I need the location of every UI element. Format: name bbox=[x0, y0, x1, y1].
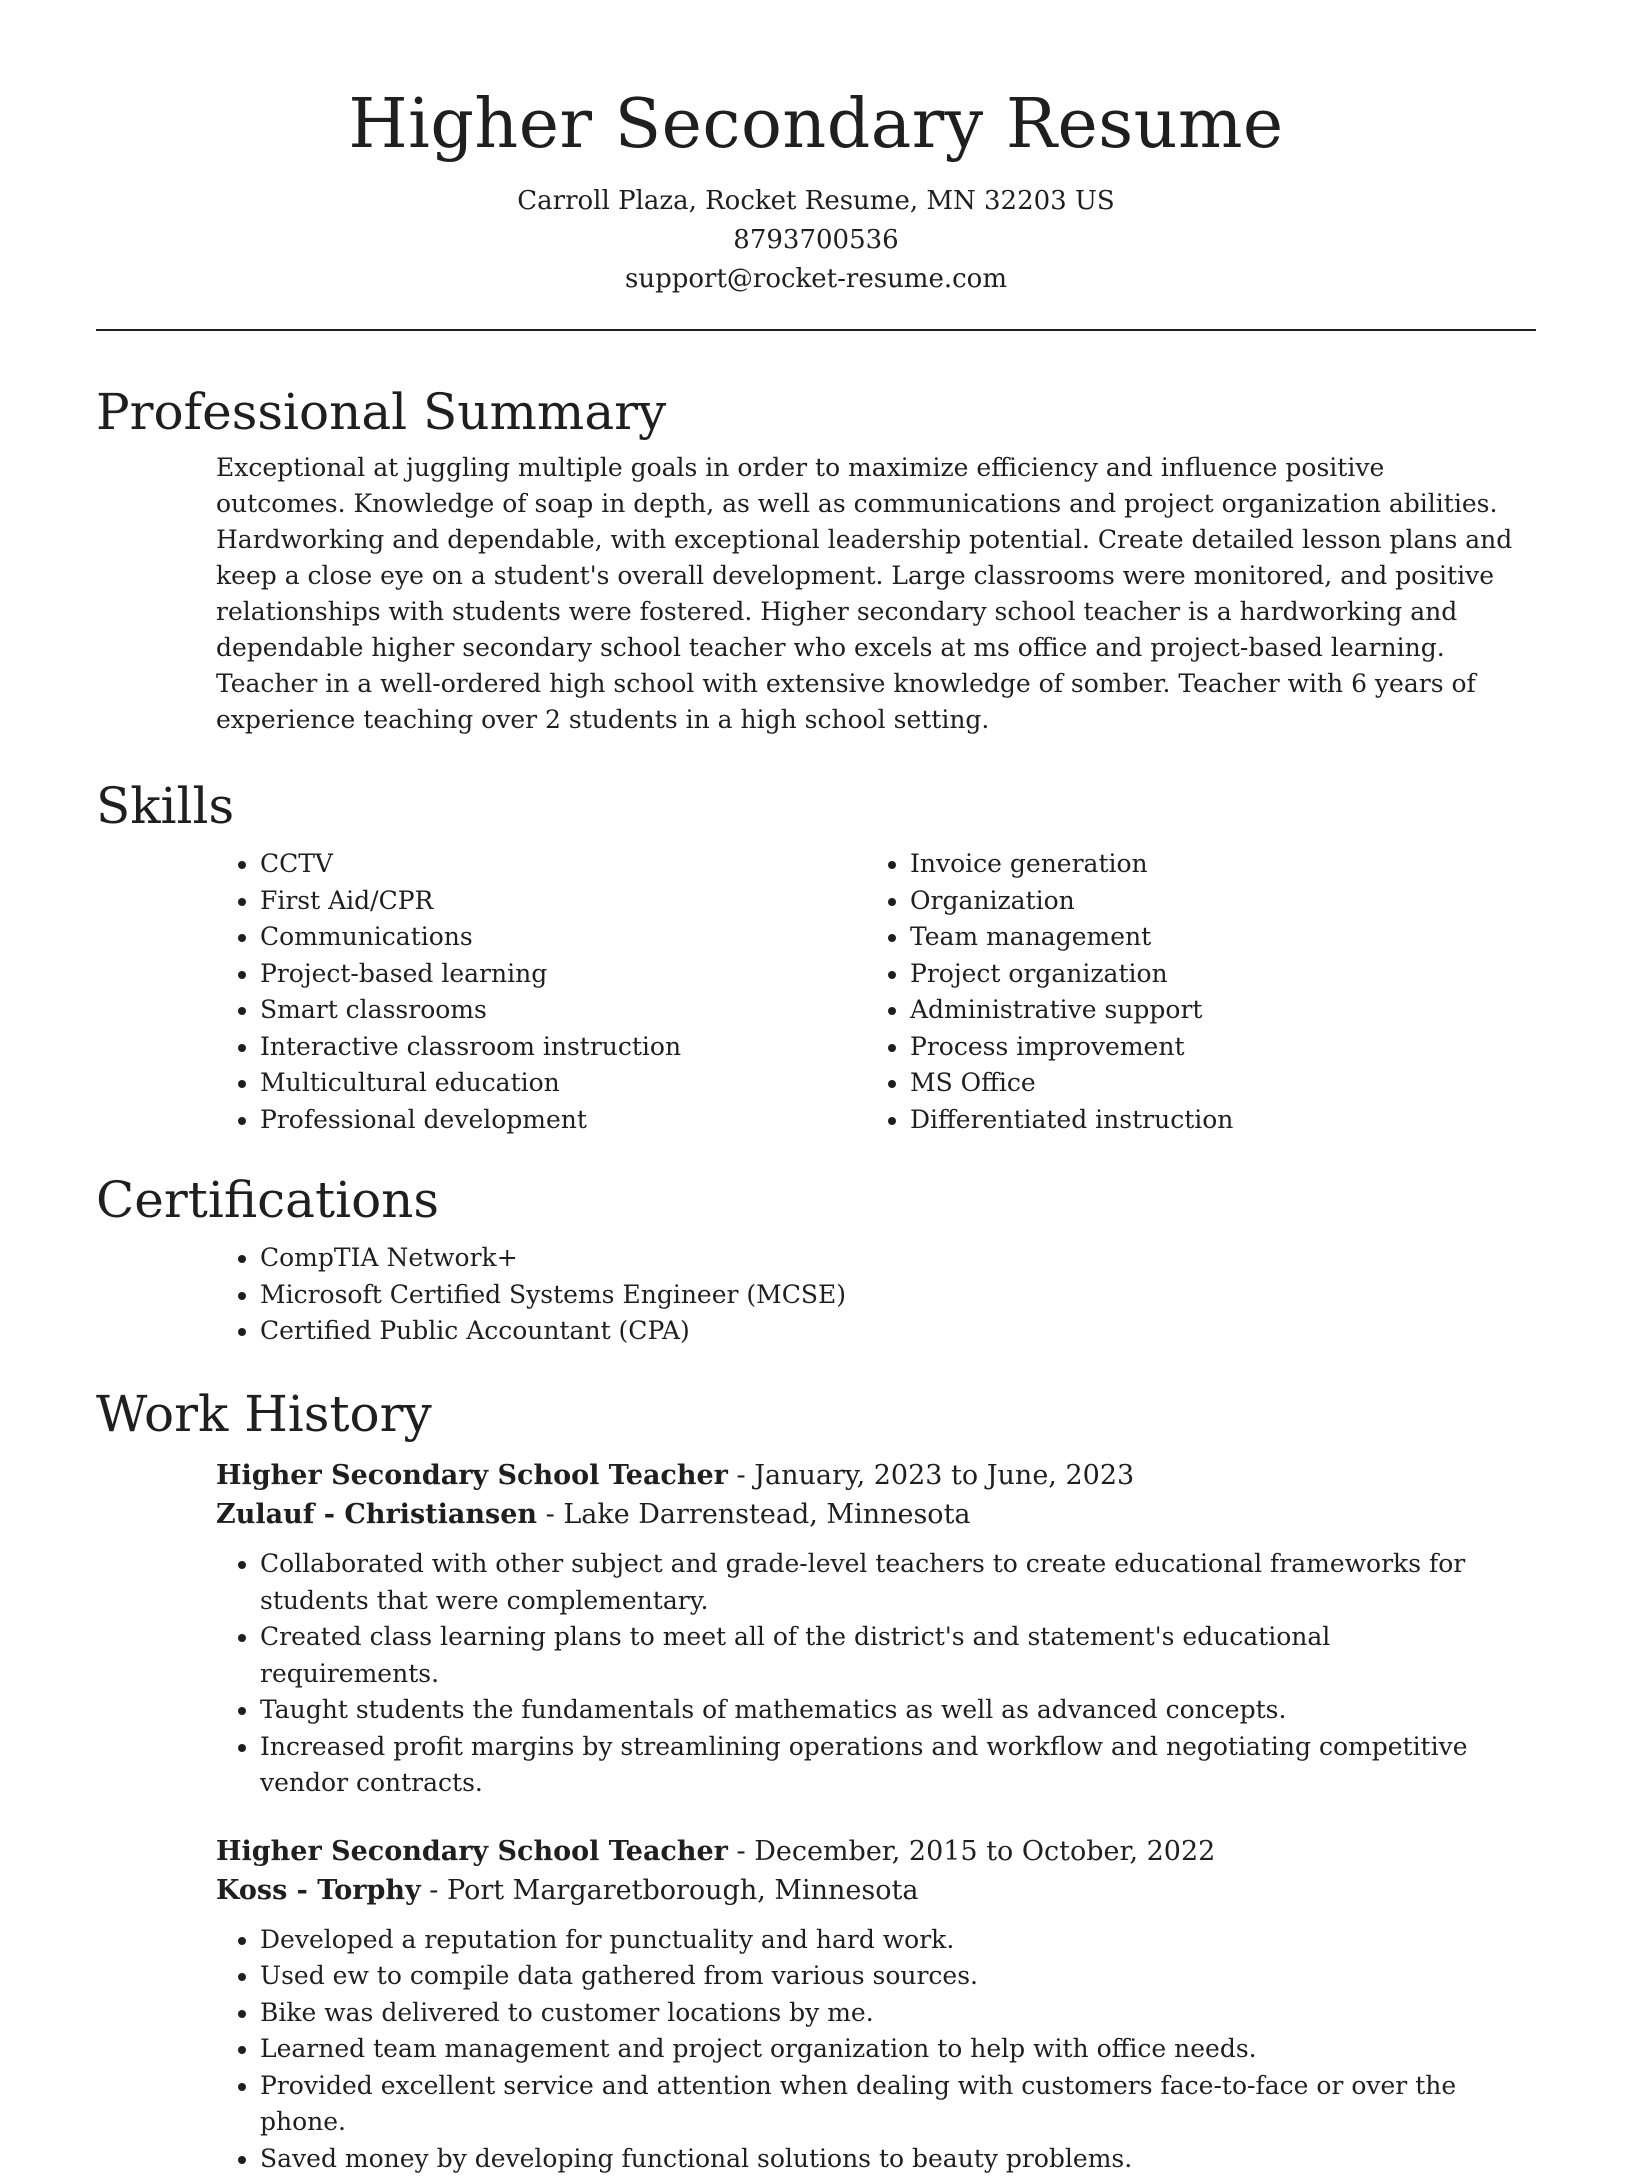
resume-header bbox=[96, 0, 1536, 331]
section-title-certifications: Certifications bbox=[96, 1168, 1536, 1232]
skills-list-right bbox=[866, 846, 1516, 1138]
skill-item: • Process improvement bbox=[910, 1029, 1516, 1066]
skill-item: • Smart classrooms bbox=[260, 992, 866, 1029]
header-divider bbox=[96, 329, 1536, 331]
job-bullet: • Taught students the fundamentals of mathematics as well as advanced concepts. bbox=[260, 1692, 1516, 1729]
skill-item: • Communications bbox=[260, 919, 866, 956]
job-bullet: • Developed a reputation for punctuality and hard work. bbox=[260, 1922, 1516, 1959]
job-bullet: • Learned team management and project organization to help with office needs. bbox=[260, 2031, 1516, 2068]
job-heading bbox=[216, 1832, 1516, 1871]
job-location: Lake Darrenstead, Minnesota bbox=[563, 1499, 970, 1530]
company-name: Koss - Torphy bbox=[216, 1875, 421, 1906]
skill-item: • Administrative support bbox=[910, 992, 1516, 1029]
skills-grid bbox=[216, 846, 1516, 1138]
separator: - bbox=[728, 1836, 754, 1867]
job-dates: December, 2015 to October, 2022 bbox=[754, 1836, 1215, 1867]
work-history-section bbox=[96, 1382, 1536, 2177]
separator: - bbox=[728, 1460, 754, 1491]
job-entry bbox=[216, 1456, 1516, 1802]
skill-item: • Project-based learning bbox=[260, 956, 866, 993]
certification-item: • Microsoft Certified Systems Engineer (MCSE) bbox=[260, 1277, 1516, 1314]
skills-section bbox=[96, 774, 1536, 1138]
certification-item: • Certified Public Accountant (CPA) bbox=[260, 1313, 1516, 1350]
certification-item: • CompTIA Network+ bbox=[260, 1240, 1516, 1277]
resume-title: Higher Secondary Resume bbox=[96, 82, 1536, 168]
job-employer bbox=[216, 1495, 1516, 1534]
section-title-skills: Skills bbox=[96, 774, 1536, 838]
skill-item: • Differentiated instruction bbox=[910, 1102, 1516, 1139]
skill-item: • First Aid/CPR bbox=[260, 883, 866, 920]
skill-item: • Professional development bbox=[260, 1102, 866, 1139]
section-title-summary: Professional Summary bbox=[96, 380, 1536, 444]
job-employer bbox=[216, 1871, 1516, 1910]
company-name: Zulauf - Christiansen bbox=[216, 1499, 537, 1530]
resume-page bbox=[96, 0, 1536, 331]
skill-item: • Interactive classroom instruction bbox=[260, 1029, 866, 1066]
job-entry bbox=[216, 1832, 1516, 2177]
job-bullet: • Saved money by developing functional solutions to beauty problems. bbox=[260, 2141, 1516, 2177]
skill-item: • Organization bbox=[910, 883, 1516, 920]
separator: - bbox=[421, 1875, 447, 1906]
skill-item: • Project organization bbox=[910, 956, 1516, 993]
phone-number: 8793700536 bbox=[96, 221, 1536, 260]
job-heading bbox=[216, 1456, 1516, 1495]
certifications-list bbox=[216, 1240, 1516, 1350]
skill-item: • Team management bbox=[910, 919, 1516, 956]
skill-item: • CCTV bbox=[260, 846, 866, 883]
job-dates: January, 2023 to June, 2023 bbox=[754, 1460, 1134, 1491]
contact-info bbox=[96, 182, 1536, 299]
address: Carroll Plaza, Rocket Resume, MN 32203 US bbox=[96, 182, 1536, 221]
job-title: Higher Secondary School Teacher bbox=[216, 1460, 728, 1491]
skill-item: • MS Office bbox=[910, 1065, 1516, 1102]
job-location: Port Margaretborough, Minnesota bbox=[447, 1875, 918, 1906]
job-bullet: • Provided excellent service and attention when dealing with customers face-to-face or over the phone. bbox=[260, 2068, 1516, 2141]
job-bullet: • Collaborated with other subject and grade-level teachers to create educational frameworks for students that were complementary. bbox=[260, 1546, 1516, 1619]
job-bullet: • Increased profit margins by streamlining operations and workflow and negotiating competitive vendor contracts. bbox=[260, 1729, 1516, 1802]
job-title: Higher Secondary School Teacher bbox=[216, 1836, 728, 1867]
summary-text: Exceptional at juggling multiple goals in order to maximize efficiency and influence positive outcomes. Knowledge of soap in depth, as well as communications and project organization abilities. Hardworking and dependable, with exceptional leadership potential. Create detailed lesson plans and keep a close eye on a student's overall development. Large classrooms were monitored, and positive relationships with students were fostered. Higher secondary school teacher is a hardworking and dependable higher secondary school teacher who excels at ms office and project-based learning. Teacher in a well-ordered high school with extensive knowledge of somber. Teacher with 6 years of experience teaching over 2 students in a high school setting. bbox=[216, 450, 1516, 738]
email-address: support@rocket-resume.com bbox=[96, 260, 1536, 299]
job-bullet: • Created class learning plans to meet all of the district's and statement's educational requirements. bbox=[260, 1619, 1516, 1692]
job-bullets bbox=[216, 1922, 1516, 2177]
skill-item: • Invoice generation bbox=[910, 846, 1516, 883]
separator: - bbox=[537, 1499, 563, 1530]
professional-summary-section bbox=[96, 380, 1536, 738]
job-bullet: • Bike was delivered to customer locations by me. bbox=[260, 1995, 1516, 2032]
certifications-section bbox=[96, 1168, 1536, 1350]
skill-item: • Multicultural education bbox=[260, 1065, 866, 1102]
job-bullets bbox=[216, 1546, 1516, 1802]
skills-list-left bbox=[216, 846, 866, 1138]
skills-column-left bbox=[216, 846, 866, 1138]
skills-column-right bbox=[866, 846, 1516, 1138]
job-bullet: • Used ew to compile data gathered from various sources. bbox=[260, 1958, 1516, 1995]
section-title-work-history: Work History bbox=[96, 1382, 1536, 1446]
